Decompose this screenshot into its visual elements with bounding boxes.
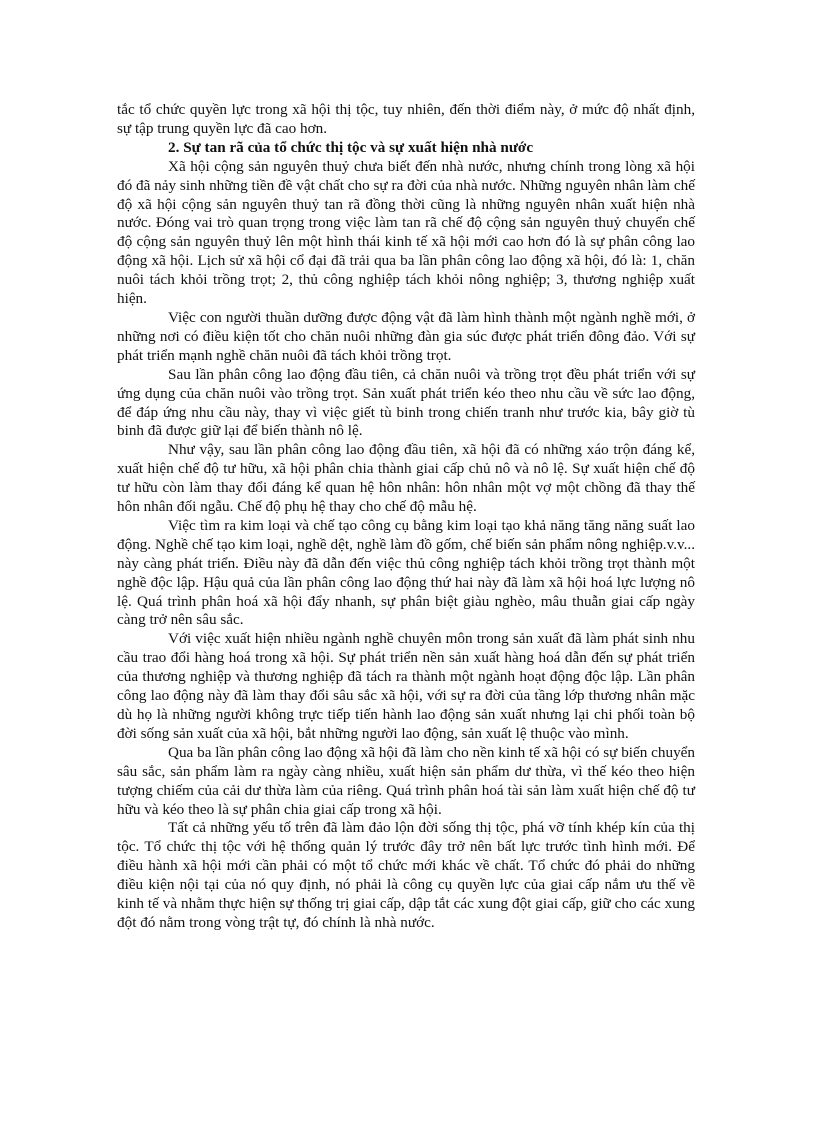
paragraph-6: Với việc xuất hiện nhiều ngành nghề chuyên môn trong sản xuất đã làm phát sinh nhu cầu trao đổi hàng hoá trong xã hội. Sự phát triển nền sản xuất hàng hoá dẫn đến sự phát triển của thương nghiệp và thương nghiệp đã tách ra thành một ngành hoạt động độc lập. Lần phân công lao động này đã làm thay đổi sâu sắc xã hội, với sự ra đời của tầng lớp thương nhân mặc dù họ là những người không trực tiếp tiến hành lao động sản xuất nhưng lại chi phối toàn bộ đời sống sản xuất của xã hội, bắt những người lao động, sản xuất lệ thuộc vào mình. bbox=[117, 630, 695, 742]
continued-paragraph: tắc tổ chức quyền lực trong xã hội thị tộc, tuy nhiên, đến thời điểm này, ở mức độ nhất định, sự tập trung quyền lực đã cao hơn. bbox=[117, 101, 695, 137]
paragraph-5: Việc tìm ra kim loại và chế tạo công cụ bằng kim loại tạo khả năng tăng năng suất lao động. Nghề chế tạo kim loại, nghề dệt, nghề làm đồ gốm, chế biến sản phẩm nông nghiệp.v.v... này càng phát triển. Điều này đã dẫn đến việc thủ công nghiệp tách khỏi trồng trọt thành một nghề độc lập. Hậu quả của lần phân công lao động thứ hai này đã làm xã hội hoá lực lượng nô lệ. Quá trình phân hoá xã hội đẩy nhanh, sự phân biệt giàu nghèo, mâu thuẫn giai cấp ngày càng trở nên sâu sắc. bbox=[117, 516, 695, 629]
paragraph-1: Xã hội cộng sản nguyên thuỷ chưa biết đến nhà nước, nhưng chính trong lòng xã hội đó đã nảy sinh những tiền đề vật chất cho sự ra đời của nhà nước. Những nguyên nhân làm chế độ xã hội cộng sản nguyên thuỷ tan rã đồng thời cũng là những nguyên nhân xuất hiện nhà nước. Đóng vai trò quan trọng trong việc làm tan rã chế độ cộng sản nguyên thuỷ chuyển chế độ cộng sản nguyên thuỷ lên một hình thái kinh tế xã hội mới cao hơn đó là sự phân công lao động xã hội. Lịch sử xã hội cổ đại đã trải qua ba lần phân công lao động xã hội, đó là: 1, chăn nuôi tách khỏi trồng trọt; 2, thủ công nghiệp tách khỏi nông nghiệp; 3, thương nghiệp xuất hiện. bbox=[117, 157, 695, 308]
paragraph-4: Như vậy, sau lần phân công lao động đầu tiên, xã hội đã có những xáo trộn đáng kể, xuất hiện chế độ tư hữu, xã hội phân chia thành giai cấp chủ nô và nô lệ. Sự xuất hiện chế độ tư hữu còn làm thay đổi đáng kể quan hệ hôn nhân: hôn nhân một vợ một chồng đã thay thế hôn nhân đối ngẫu. Chế độ phụ hệ thay cho chế độ mẫu hệ. bbox=[117, 441, 695, 516]
document-page bbox=[117, 101, 695, 933]
paragraph-8: Tất cả những yếu tố trên đã làm đảo lộn đời sống thị tộc, phá vỡ tính khép kín của thị tộc. Tổ chức thị tộc với hệ thống quản lý trước đây trở nên bất lực trước tình hình mới. Để điều hành xã hội mới cần phải có một tổ chức mới khác về chất. Tổ chức đó phải do những điều kiện nội tại của nó quy định, nó phải là công cụ quyền lực của giai cấp nắm ưu thế về kinh tế và nhằm thực hiện sự thống trị giai cấp, dập tắt các xung đột giai cấp, giữ cho các xung đột đó nằm trong vòng trật tự, đó chính là nhà nước. bbox=[117, 819, 695, 931]
section-heading: 2. Sự tan rã của tổ chức thị tộc và sự xuất hiện nhà nước bbox=[168, 138, 534, 156]
paragraph-3: Sau lần phân công lao động đầu tiên, cả chăn nuôi và trồng trọt đều phát triển với sự ứng dụng của chăn nuôi vào trồng trọt. Sản xuất phát triển kéo theo nhu cầu về sức lao động, để đáp ứng nhu cầu này, thay vì việc giết tù binh trong chiến tranh như trước kia, bây giờ tù binh đã được giữ lại để biến thành nô lệ. bbox=[117, 365, 695, 440]
paragraph-7: Qua ba lần phân công lao động xã hội đã làm cho nền kinh tế xã hội có sự biến chuyển sâu sắc, sản phẩm làm ra ngày càng nhiều, xuất hiện sản phẩm dư thừa, vì thế kéo theo hiện tượng chiếm của cải dư thừa làm của riêng. Quá trình phân hoá tài sản làm xuất hiện chế độ tư hữu và kéo theo là sự phân chia giai cấp trong xã hội. bbox=[117, 743, 695, 818]
paragraph-2: Việc con người thuần dưỡng được động vật đã làm hình thành một ngành nghề mới, ở những nơi có điều kiện tốt cho chăn nuôi những đàn gia súc được phát triển đông đảo. Với sự phát triển mạnh nghề chăn nuôi đã tách khỏi trồng trọt. bbox=[117, 308, 695, 364]
